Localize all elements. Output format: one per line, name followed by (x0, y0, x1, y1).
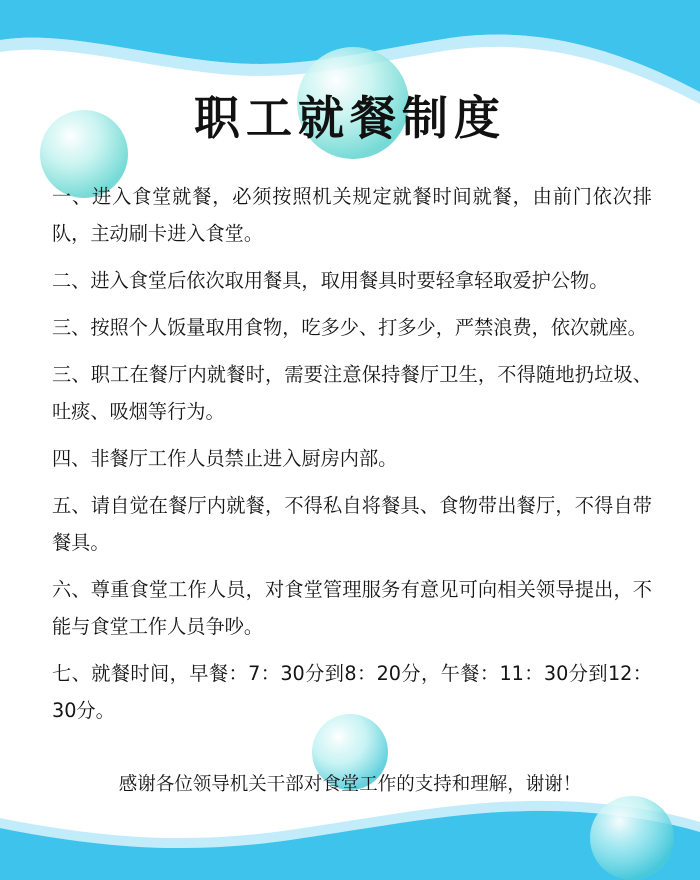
page-title: 职工就餐制度 (194, 91, 506, 145)
rule-item: 四、非餐厅工作人员禁止进入厨房内部。 (52, 447, 398, 470)
bubble-bottom-right (590, 796, 674, 880)
thanks-note: 感谢各位领导机关干部对食堂工作的支持和理解，谢谢！ (118, 774, 582, 795)
rule-item: 六、尊重食堂工作人员，对食堂管理服务有意见可向相关领导提出，不能与食堂工作人员争吵。 (52, 578, 652, 638)
rule-item: 七、就餐时间，早餐：7：30分到8：20分，午餐：11：30分到12：30分。 (52, 662, 652, 722)
rule-item: 五、请自觉在餐厅内就餐，不得私自将餐具、食物带出餐厅，不得自带餐具。 (52, 494, 652, 554)
rule-item: 一、进入食堂就餐，必须按照机关规定就餐时间就餐，由前门依次排队，主动刷卡进入食堂。 (52, 185, 652, 245)
rule-item: 二、进入食堂后依次取用餐具，取用餐具时要轻拿轻取爱护公物。 (52, 269, 609, 292)
rule-item: 三、按照个人饭量取用食物，吃多少、打多少，严禁浪费，依次就座。 (52, 316, 647, 339)
rule-item: 三、职工在餐厅内就餐时，需要注意保持餐厅卫生，不得随地扔垃圾、吐痰、吸烟等行为。 (52, 363, 652, 423)
rules-list (52, 178, 652, 739)
